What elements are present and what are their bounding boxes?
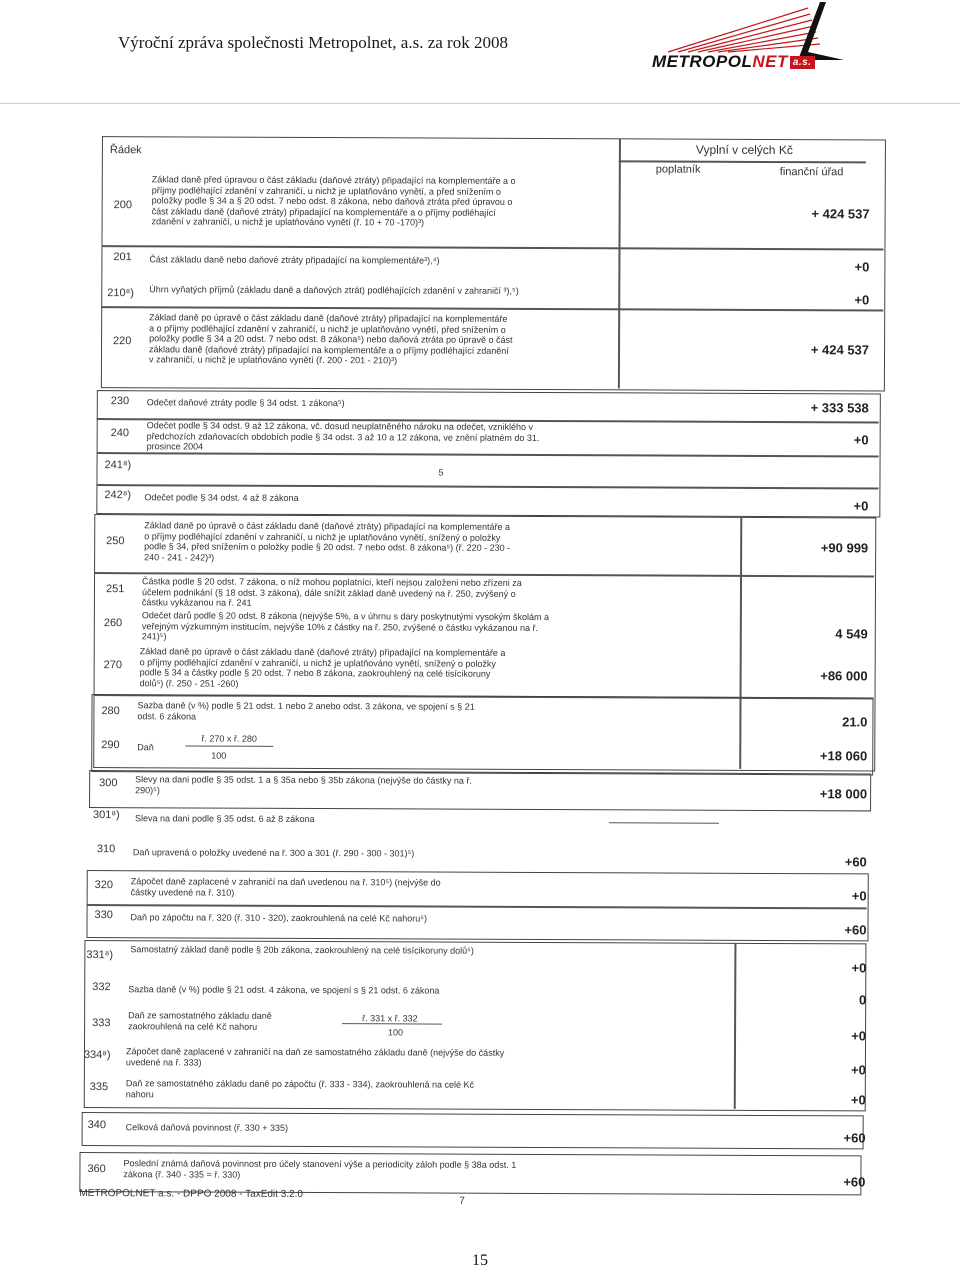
logo-swoosh-icon bbox=[648, 0, 848, 60]
form-row-332: 332 Sazba daně (v %) podle § 21 odst. 4 zákona, ve spojení s § 21 odst. 6 zákona 0 bbox=[92, 981, 867, 1008]
office-column-label: finanční úřad bbox=[779, 166, 844, 179]
form-row-331: 331⁸) Samostatný základ daně podle § 20b zákona, zaokrouhlený na celé tisícikoruny dolů⁵) +0 bbox=[86, 944, 867, 976]
form-row-201: 201 Část základu daně nebo daňové ztráty připadající na komplementáře³),⁴) +0 bbox=[113, 251, 870, 275]
form-row-301: 301⁸) Sleva na dani podle § 35 odst. 6 až 8 zákona bbox=[81, 810, 881, 813]
form-row-270: 270 Základ daně po úpravě o část základu daně (daňové ztráty) připadající na komplementáře a o příjmy podléhající zdanění v zahraničí, u nichž je uplatňováno vynětí, snížený o položky podle § 34 a částky podle § 20 odst. 7 nebo 8 zákona, zaokrouhlený na celé tisícikoruny dolů⁵) (ř. 250 - 251 -260) +86 000 bbox=[103, 646, 868, 689]
form-page-number: 7 bbox=[459, 1195, 465, 1207]
logo-wordmark: METROPOLNET a.s. bbox=[652, 52, 815, 72]
form-row-335: 335 Daň ze samostatného základu daně po zápočtu (ř. 333 - 334), zaokrouhlená na celé Kč nahoru +0 bbox=[89, 1078, 866, 1108]
form-row-230: 230 Odečet daňové ztráty podle § 34 odst. 1 zákona⁵) + 333 538 bbox=[110, 395, 869, 416]
form-row-334: 334⁸) Zápočet daně zaplacené v zahraničí na daň ze samostatného základu daně (nejvýše do částky uvedené na ř. 333) +0 bbox=[83, 1046, 866, 1078]
form-row-260: 260 Odečet darů podle § 20 odst. 8 zákona (nejvýše 5%, a v úhrnu s dary poskytnutými vysokým školám a veřejným výzkumným institucím, nejvýše 10% z částky na ř. 250, zvýšené o částku vykázanou na ř. 241)⁵) 4 549 bbox=[103, 610, 868, 642]
form-row-242: 242⁸) Odečet podle § 34 odst. 4 až 8 zákona +0 bbox=[104, 489, 869, 514]
form-row-340: 340 Celková daňová povinnost (ř. 330 + 335) +60 bbox=[87, 1119, 866, 1146]
form-row-320: 320 Zápočet daně zaplacené v zahraničí na daň uvedenou na ř. 310⁵) (nejvýše do částky uvedené na ř. 310) +0 bbox=[94, 876, 867, 904]
form-row-330: 330 Daň po zápočtu na ř. 320 (ř. 310 - 320), zaokrouhlená na celé Kč nahoru⁵) +60 bbox=[94, 909, 867, 938]
form-row-360: 360 Poslední známá daňová povinnost pro účely stanovení výše a periodicity záloh podle § 38a odst. 1 zákona (ř. 340 - 335 = ř. 330) +60 bbox=[87, 1158, 866, 1190]
form-row-241: 241⁸) 5 bbox=[104, 459, 444, 478]
form-row-310: 310 Daň upravená o položky uvedené na ř. 300 a 301 (ř. 290 - 300 - 301)⁵) +60 bbox=[96, 843, 867, 870]
form-row-220: 220 Základ daně po úpravě o část základu daně (daňové ztráty) připadající na komplementáře a o příjmy podléhající zdanění v zahraničí, u nichž je uplatňováno vynětí, před snížením o položky podle § 34 a 20 odst. 7 nebo odst. 8 zákona⁵) nebo daňová ztráta po úpravě o část základu daně (daňové ztráty) připadající na komplementáře a o příjmy podléhající zdanění v zahraničí, u nichž je uplatňováno vynětí (ř. 200 - 201 - 210)³) + 424 537 bbox=[113, 312, 870, 366]
header-rule bbox=[0, 103, 960, 104]
value-payer: + 424 537 bbox=[811, 206, 870, 222]
form-row-290: 290 Daň ř. 270 x ř. 280 100 +18 060 bbox=[101, 733, 868, 764]
form-row-251: 251 Částka podle § 20 odst. 7 zákona, o níž mohou poplatníci, kteří nejsou založeni nebo zřízeni za účelem podnikání (§ 18 odst. 3 zákona), dále snížit základ daně uvedený na ř. 250, zvýšený o částku vykázanou na ř. 241 bbox=[105, 576, 522, 608]
form-row-240: 240 Odečet podle § 34 odst. 9 až 12 zákona, vč. dosud neuplatněného nároku na odečet, vzniklého v předchozích zdaňovacích obdobích podle § 34 odst. 3 až 10 a 12 zákona, ve znění platném do 31. prosince 2004 +0 bbox=[110, 420, 869, 452]
form-row-200: 200 Základ daně před úpravou o část základu (daňové ztráty) připadající na komplementáře a o příjmy podléhající zdanění v zahraničí, u nichž je uplatňováno vynětí, a před snížením o položky podle § 34 a § 20 odst. 7 nebo odst. 8 zákona, nebo daňová ztráta před úpravou o část základu daně (daňové ztráty) připadající na komplementáře a o příjmy podléhající zdanění v zahraničí, u nichž je uplatňováno vynětí (ř. 10 + 70 -170)³) + 424 537 bbox=[84, 176, 884, 179]
fill-label: Vyplní v celých Kč bbox=[695, 142, 793, 158]
report-title: Výroční zpráva společnosti Metropolnet, a.s. za rok 2008 bbox=[118, 33, 508, 52]
document-header bbox=[0, 0, 960, 104]
form-row-333: 333 Daň ze samostatného základu daně zaokrouhlená na celé Kč nahoru ř. 331 x ř. 332 100 +0 bbox=[92, 1010, 867, 1044]
row-column-label: Řádek bbox=[109, 144, 142, 157]
form-row-250: 250 Základ daně po úpravě o část základu daně (daňové ztráty) připadající na komplementáře a o příjmy podléhající zdanění v zahraničí, u nichž je uplatňováno vynětí, snížený o položky podle § 34, před snížením o položky podle § 20 odst. 7 nebo odst. 8 zákona⁵) (ř. 220 - 230 - 240 - 241 - 242)³) +90 999 bbox=[106, 520, 869, 563]
form-row-300: 300 Slevy na dani podle § 35 odst. 1 a § 35a nebo § 35b zákona (nejvýše do částky na ř. 290)⁵) +18 000 bbox=[99, 774, 868, 802]
form-footer: METROPOLNET a.s. - DPPO 2008 - TaxEdit 3.2.0 bbox=[79, 1187, 303, 1200]
payer-column-label: poplatník bbox=[655, 163, 701, 176]
form-row-210: 210⁸) Úhrn vyňatých příjmů (základu daně a daňových ztrát) podléhajících zdanění v zahraničí ³),⁵) +0 bbox=[107, 284, 870, 308]
page-number: 15 bbox=[472, 1252, 488, 1269]
metropolnet-logo bbox=[648, 0, 848, 82]
scanned-tax-form bbox=[79, 128, 884, 1221]
form-row-280: 280 Sazba daně (v %) podle § 21 odst. 1 nebo 2 anebo odst. 3 zákona, ve spojení s § 21 odst. 6 zákona 21.0 bbox=[101, 700, 868, 730]
